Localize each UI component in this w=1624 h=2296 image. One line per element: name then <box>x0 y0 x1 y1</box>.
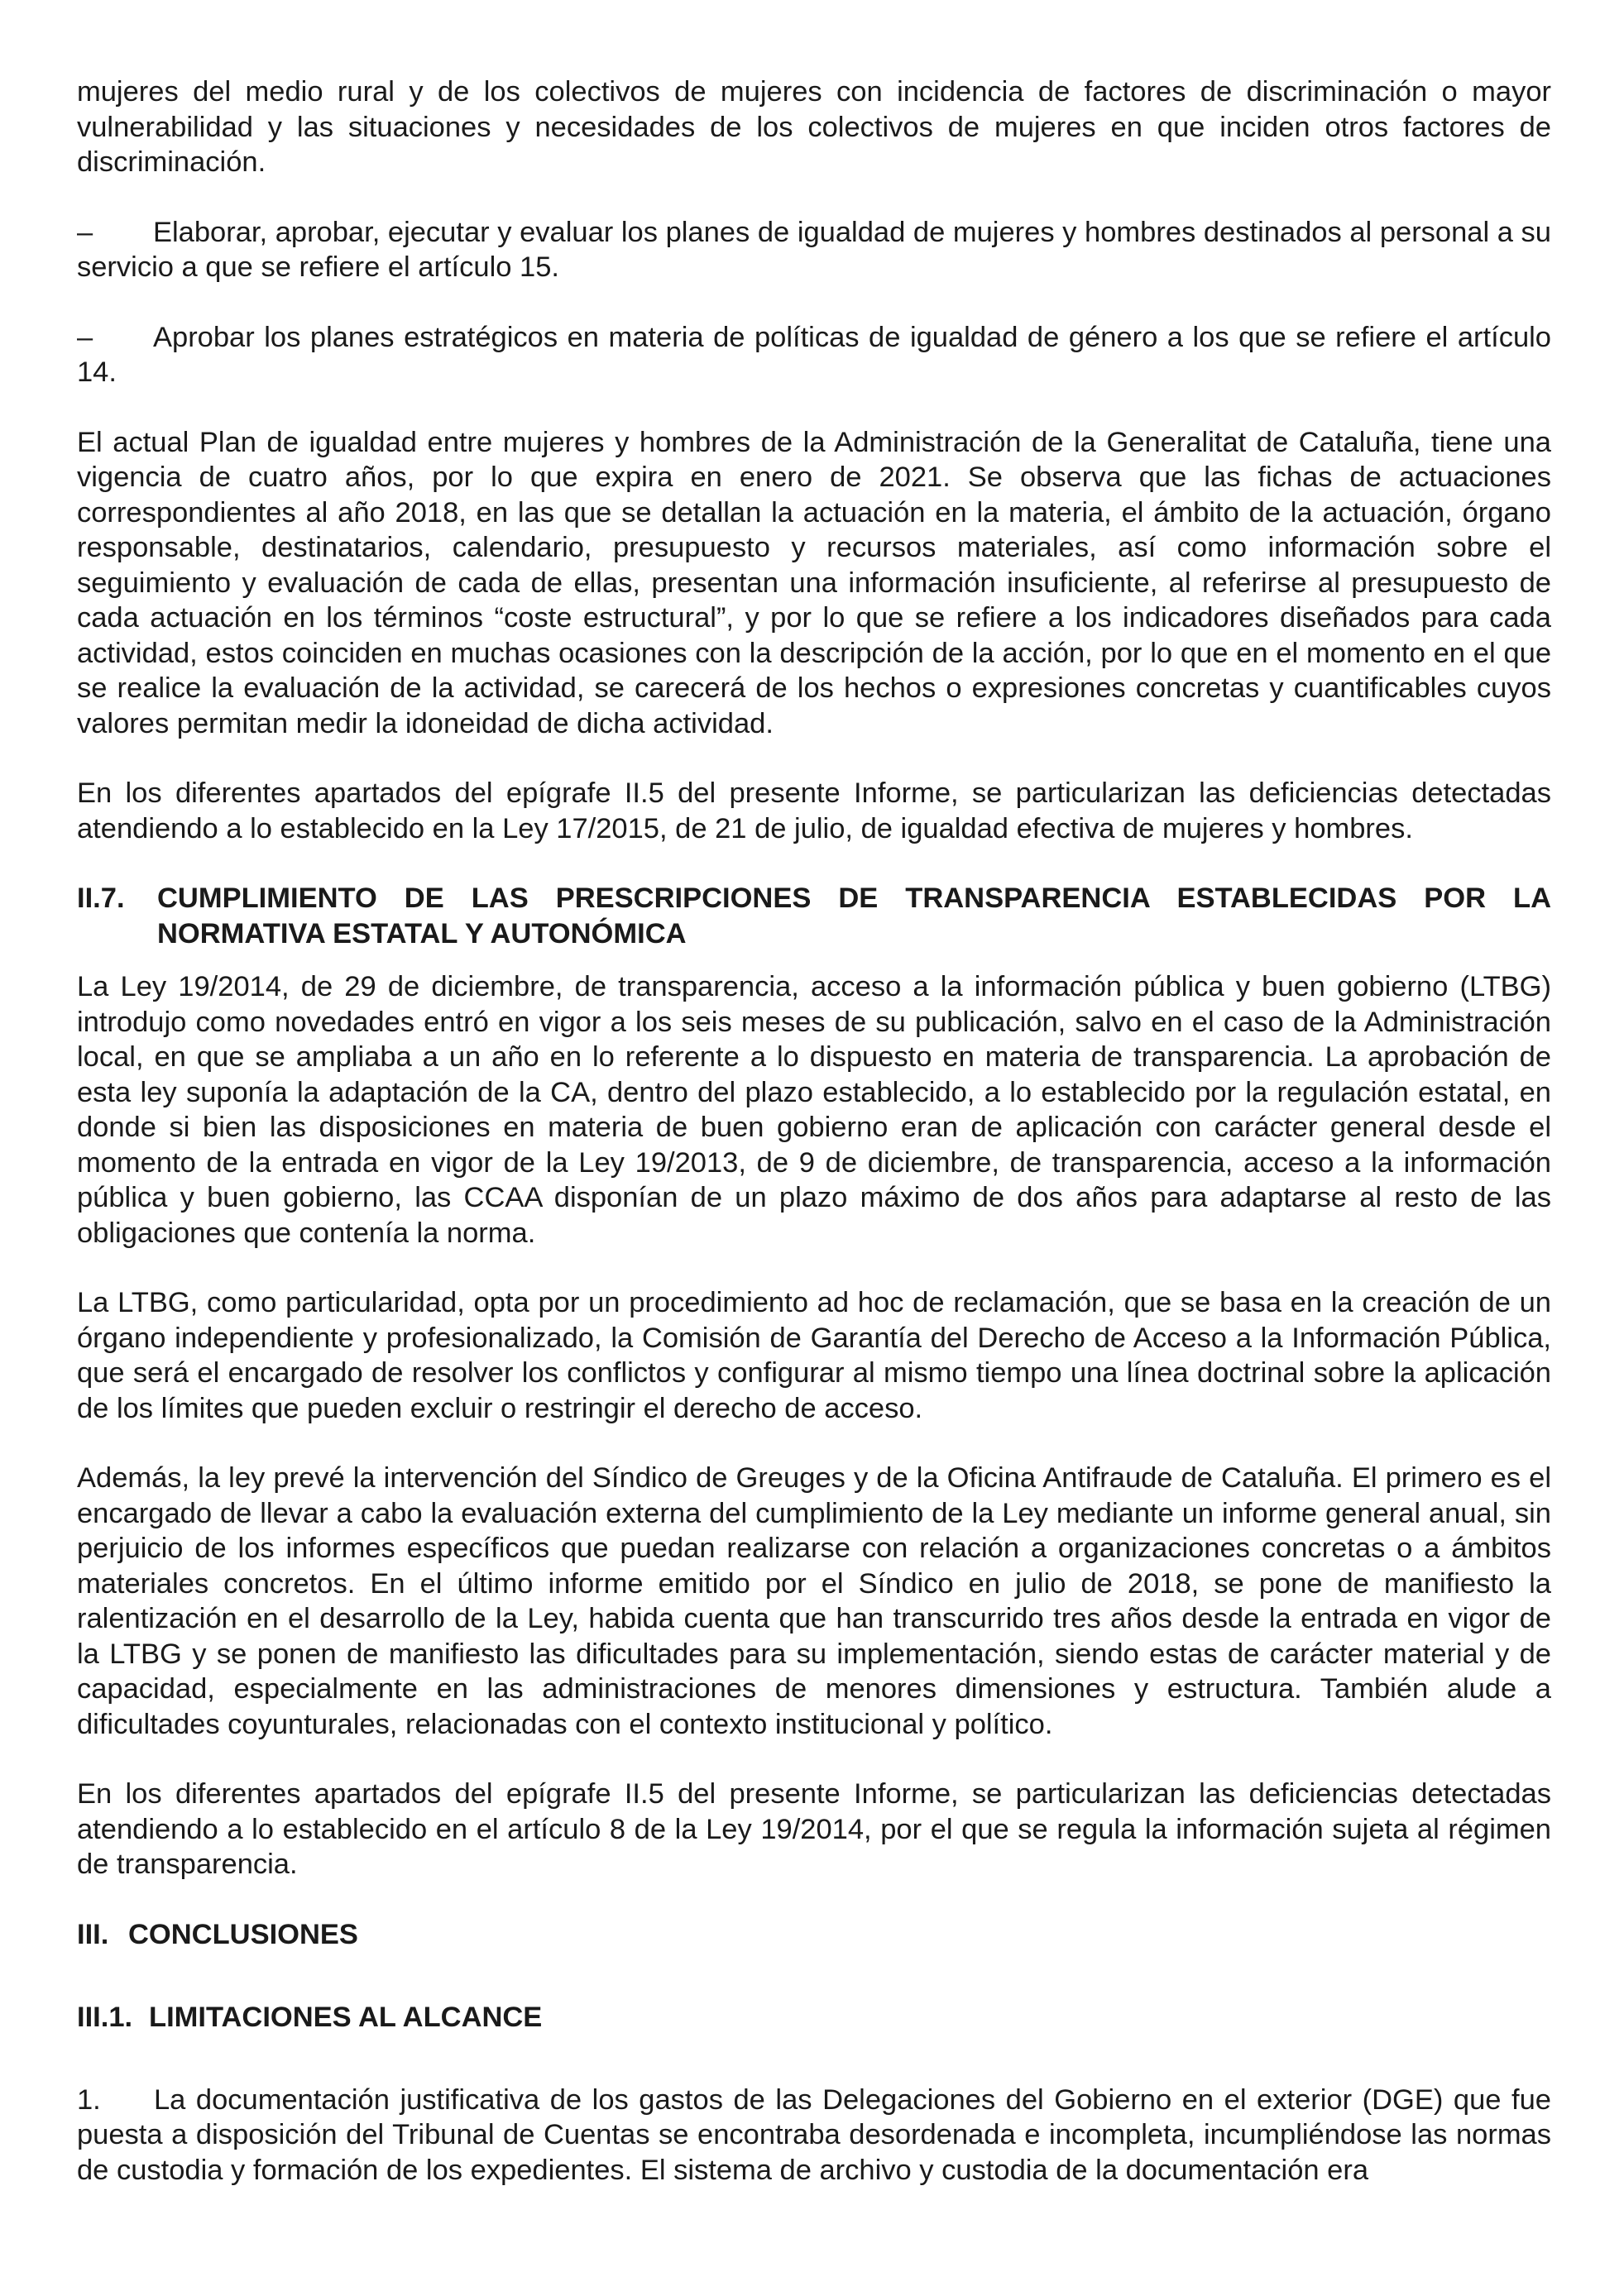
section-heading-iii <box>77 1917 1551 1953</box>
dash-marker: – <box>77 216 93 248</box>
item-number: 1. <box>77 2083 101 2116</box>
dash-marker: – <box>77 321 93 353</box>
paragraph-ltbg-intro: La Ley 19/2014, de 29 de diciembre, de transparencia, acceso a la información pública y buen gobierno (LTBG) introdujo como novedades entró en vigor a los seis meses de su publicación, salvo en el caso de la Administración local, en que se ampliaba a un año en lo referente a lo dispuesto en materia de transparencia. La aprobación de esta ley suponía la adaptación de la CA, dentro del plazo establecido, a lo establecido por la regulación estatal, en donde si bien las disposiciones en materia de buen gobierno eran de aplicación con carácter general desde el momento de la entrada en vigor de la Ley 19/2013, de 9 de diciembre, de transparencia, acceso a la información pública y buen gobierno, las CCAA disponían de un plazo máximo de dos años para adaptarse al resto de las obligaciones que contenía la norma. <box>77 971 1551 1249</box>
dash-list-item <box>77 320 1551 390</box>
heading-title: CUMPLIMIENTO DE LAS PRESCRIPCIONES DE TRANSPARENCIA ESTABLECIDAS POR LA NORMATIVA ESTATAL Y AUTONÓMICA <box>157 883 1551 949</box>
document-page <box>77 74 1551 2188</box>
paragraph-ltbg-reclamacion: La LTBG, como particularidad, opta por un procedimiento ad hoc de reclamación, que se basa en la creación de un órgano independiente y profesionalizado, la Comisión de Garantía del Derecho de Acceso a la Información Pública, que será el encargado de resolver los conflictos y configurar al mismo tiempo una línea doctrinal sobre la aplicación de los límites que pueden excluir o restringir el derecho de acceso. <box>77 1287 1551 1424</box>
section-heading-ii7 <box>77 881 1551 951</box>
heading-number: II.7. <box>77 883 125 914</box>
heading-title: LIMITACIONES AL ALCANCE <box>149 2002 543 2033</box>
dash-list-item <box>77 215 1551 285</box>
heading-number: III.1. <box>77 2002 133 2033</box>
numbered-item-text: La documentación justificativa de los gastos de las Delegaciones del Gobierno en el exterior (DGE) que fue puesta a disposición del Tribunal de Cuentas se encontraba desordenada e incompleta, incumpliéndose las normas de custodia y formación de los expedientes. El sistema de archivo y custodia de la documentación era <box>77 2083 1551 2186</box>
heading-title: CONCLUSIONES <box>128 1918 358 1950</box>
paragraph-continuation: mujeres del medio rural y de los colectivos de mujeres con incidencia de factores de discriminación o mayor vulnerabilidad y las situaciones y necesidades de los colectivos de mujeres en que inciden otros factores de discriminación. <box>77 76 1551 178</box>
paragraph-igualdad-deficiencias: En los diferentes apartados del epígrafe II.5 del presente Informe, se particularizan las deficiencias detectadas atendiendo a lo establecido en la Ley 17/2015, de 21 de julio, de igualdad efectiva de mujeres y hombres. <box>77 777 1551 844</box>
heading-number: III. <box>77 1918 109 1950</box>
dash-item-text: Elaborar, aprobar, ejecutar y evaluar los planes de igualdad de mujeres y hombres destinados al personal a su servicio a que se refiere el artículo 15. <box>77 216 1551 283</box>
numbered-item <box>77 2083 1551 2188</box>
paragraph-sindico: Además, la ley prevé la intervención del Síndico de Greuges y de la Oficina Antifraude de Cataluña. El primero es el encargado de llevar a cabo la evaluación externa del cumplimiento de la Ley mediante un informe general anual, sin perjuicio de los informes específicos que puedan realizarse con relación a organizaciones concretas o a ámbitos materiales concretos. En el último informe emitido por el Síndico en julio de 2018, se pone de manifiesto la ralentización en el desarrollo de la Ley, habida cuenta que han transcurrido tres años desde la entrada en vigor de la LTBG y se ponen de manifiesto las dificultades para su implementación, siendo estas de carácter material y de capacidad, especialmente en las administraciones de menores dimensiones y estructura. También alude a dificultades coyunturales, relacionadas con el contexto institucional y político. <box>77 1462 1551 1740</box>
dash-item-text: Aprobar los planes estratégicos en materia de políticas de igualdad de género a los que se refiere el artículo 14. <box>77 321 1551 388</box>
paragraph-transparencia-deficiencias: En los diferentes apartados del epígrafe II.5 del presente Informe, se particularizan las deficiencias detectadas atendiendo a lo establecido en el artículo 8 de la Ley 19/2014, por el que se regula la información sujeta al régimen de transparencia. <box>77 1778 1551 1880</box>
paragraph-plan-igualdad: El actual Plan de igualdad entre mujeres y hombres de la Administración de la Generalitat de Cataluña, tiene una vigencia de cuatro años, por lo que expira en enero de 2021. Se observa que las fichas de actuaciones correspondientes al año 2018, en las que se detallan la actuación en la materia, el ámbito de la actuación, órgano responsable, destinatarios, calendario, presupuesto y recursos materiales, así como información sobre el seguimiento y evaluación de cada de ellas, presentan una información insuficiente, al referirse al presupuesto de cada actuación en los términos “coste estructural”, y por lo que se refiere a los indicadores diseñados para cada actividad, estos coinciden en muchas ocasiones con la descripción de la acción, por lo que en el momento en el que se realice la evaluación de la actividad, se carecerá de los hechos o expresiones concretas y cuantificables cuyos valores permitan medir la idoneidad de dicha actividad. <box>77 426 1551 739</box>
section-heading-iii1 <box>77 2000 1551 2035</box>
